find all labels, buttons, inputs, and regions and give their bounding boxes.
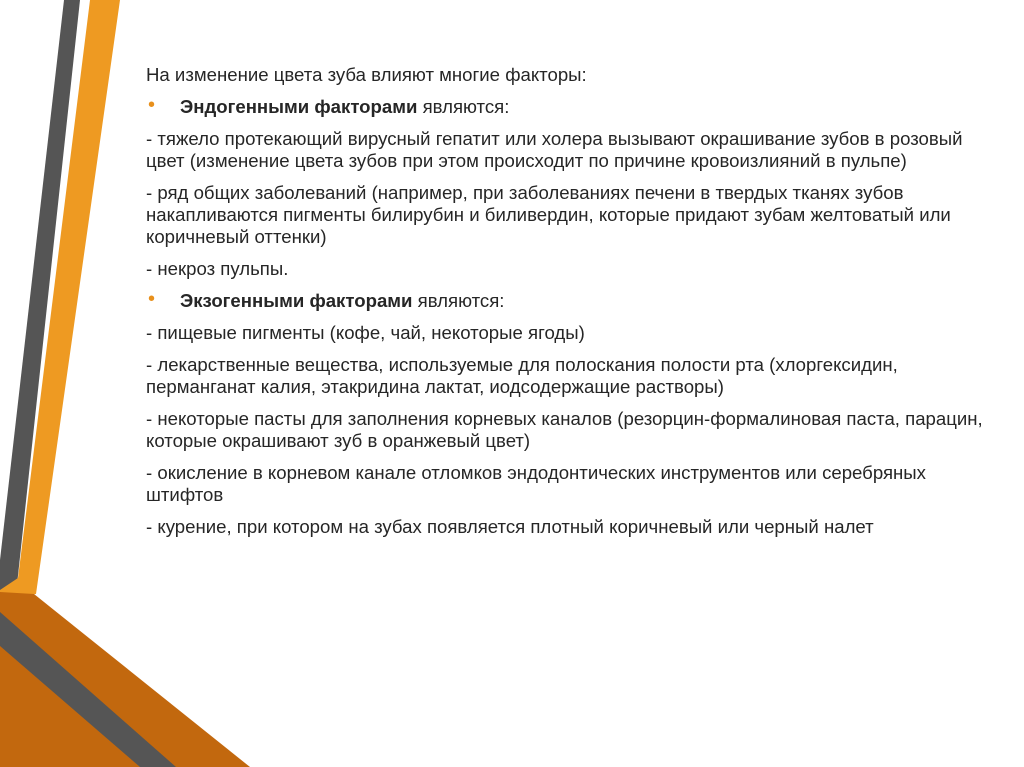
bullet-dot-icon: • [148, 288, 156, 310]
endogenous-bold: Эндогенными факторами [180, 96, 418, 117]
endogenous-item-3: - некроз пульпы. [146, 258, 289, 279]
exogenous-item-4: - окисление в корневом канале отломков эндодонтических инструментов или серебряных штифтов [146, 462, 926, 505]
exogenous-heading [146, 290, 986, 312]
endogenous-item-1: - тяжело протекающий вирусный гепатит или холера вызывают окрашивание зубов в розовый цвет (изменение цвета зубов при этом происходит по причине кровоизлияний в пульпе) [146, 128, 963, 171]
endogenous-rest: являются: [417, 96, 510, 117]
endogenous-item-2: - ряд общих заболеваний (например, при заболеваниях печени в твердых тканях зубов накапливаются пигменты билирубин и биливердин, которые придают зубам желтоватый или коричневый оттенки) [146, 182, 951, 247]
intro-text: На изменение цвета зуба влияют многие факторы: [146, 64, 587, 85]
lower-orange-block [0, 592, 250, 767]
bullet-dot-icon: • [148, 94, 156, 116]
endogenous-heading [146, 96, 986, 118]
exogenous-item-1: - пищевые пигменты (кофе, чай, некоторые ягоды) [146, 322, 585, 343]
exogenous-item-2: - лекарственные вещества, используемые для полоскания полости рта (хлоргексидин, перманганат калия, этакридина лактат, иодсодержащие растворы) [146, 354, 898, 397]
orange-stripe [0, 0, 120, 598]
lower-gray-stripe [0, 612, 176, 767]
exogenous-item-3: - некоторые пасты для заполнения корневых каналов (резорцин-формалиновая паста, парацин, которые окрашивают зуб в оранжевый цвет) [146, 408, 983, 451]
exogenous-item-5: - курение, при котором на зубах появляется плотный коричневый или черный налет [146, 516, 874, 537]
exogenous-rest: являются: [412, 290, 505, 311]
slide-body [146, 64, 986, 548]
exogenous-bold: Экзогенными факторами [180, 290, 413, 311]
gray-stripe [0, 0, 80, 620]
